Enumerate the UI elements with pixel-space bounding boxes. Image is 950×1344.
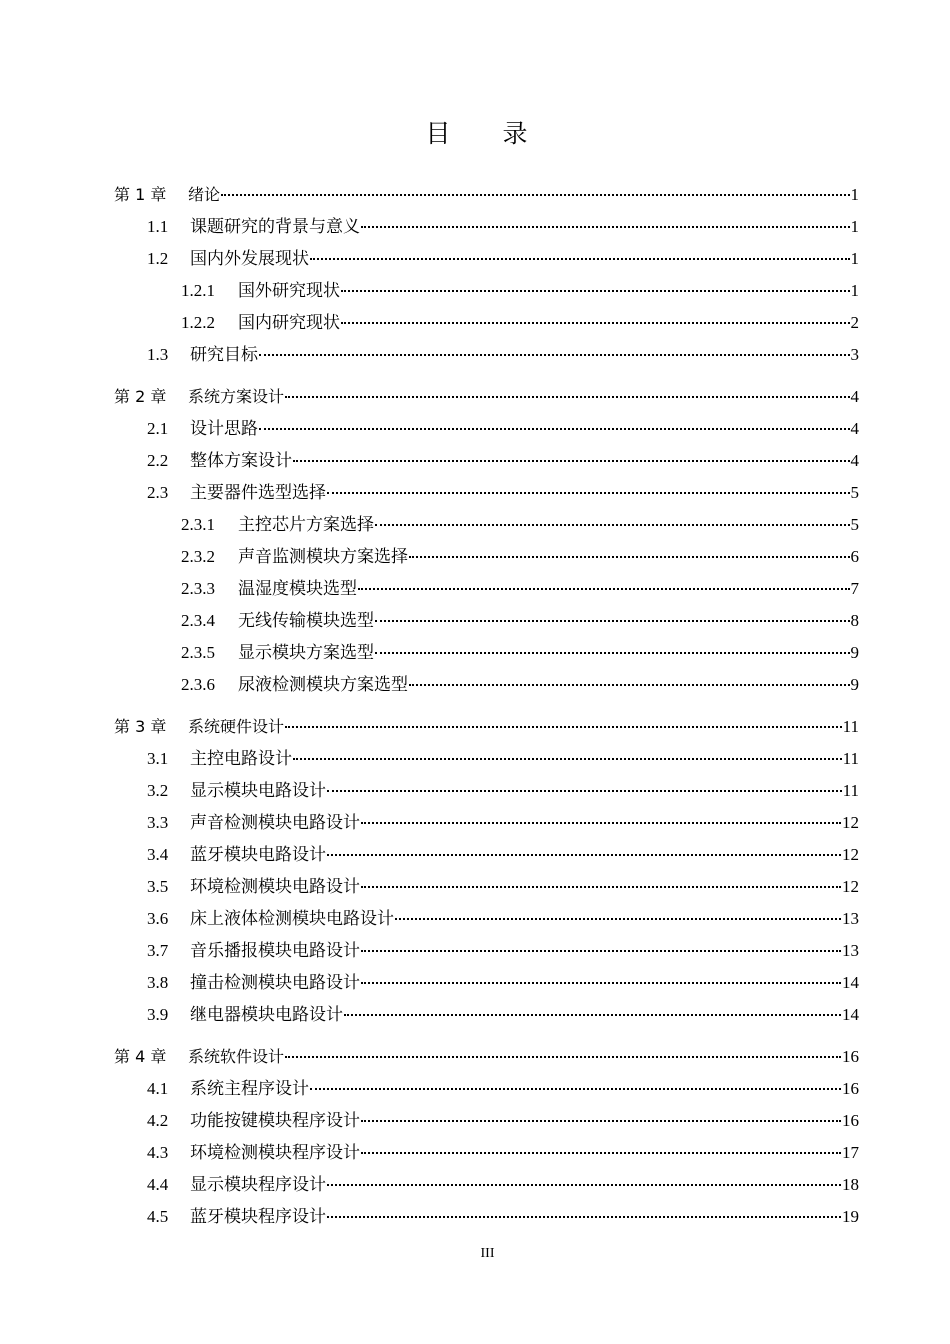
toc-entry-page: 1 [850,185,859,204]
toc-entry-number: 3.3 [147,813,169,832]
toc-entry-title: 功能按键模块程序设计 [190,1111,360,1130]
toc-entry-page: 17 [842,1143,859,1162]
toc-entry-title: 系统主程序设计 [190,1079,309,1098]
toc-entry-page: 7 [850,579,859,598]
toc-entry-number: 1.2 [147,249,169,268]
toc-entry-page: 14 [842,973,859,992]
toc-entry-title: 国内外发展现状 [190,249,309,268]
toc-entry-number: 1.2.2 [181,313,215,332]
toc-entry-page: 3 [850,345,859,364]
toc-entry-number: 2.3.2 [181,547,215,566]
toc-entry-page: 1 [850,249,859,268]
toc-section-entry[interactable] [181,276,859,306]
toc-dot-leader [409,684,850,686]
toc-dot-leader [221,194,849,196]
toc-entry-page: 4 [850,451,859,470]
toc-dot-leader [361,982,841,984]
toc-entry-title: 绪论 [188,185,221,204]
toc-entry-page: 1 [850,281,859,300]
toc-entry-number: 3.7 [147,941,169,960]
toc-section-entry[interactable] [147,776,859,806]
toc-section-entry[interactable] [147,968,859,998]
toc-entry-number: 4.3 [147,1143,169,1162]
toc-entry-title: 显示模块方案选型 [238,643,374,662]
toc-entry-number: 2.3.5 [181,643,215,662]
toc-entry-page: 2 [850,313,859,332]
toc-entry-page: 16 [842,1079,859,1098]
toc-section-entry[interactable] [181,542,859,572]
toc-dot-leader [361,822,841,824]
toc-entry-number: 4.2 [147,1111,169,1130]
toc-dot-leader [310,258,850,260]
toc-entry-number: 1.2.1 [181,281,215,300]
toc-entry-title: 主控芯片方案选择 [238,515,374,534]
toc-entry-page: 16 [842,1047,859,1066]
toc-section-entry[interactable] [147,1074,859,1104]
toc-dot-leader [285,726,842,728]
toc-entry-number: 1.1 [147,217,169,236]
toc-entry-title: 床上液体检测模块电路设计 [190,909,394,928]
toc-entry-number: 4.5 [147,1207,169,1226]
toc-section-entry[interactable] [147,1106,859,1136]
toc-dot-leader [259,428,850,430]
toc-entry-title: 蓝牙模块程序设计 [190,1207,326,1226]
toc-dot-leader [327,492,850,494]
toc-entry-title: 主控电路设计 [190,749,292,768]
toc-dot-leader [327,1216,841,1218]
toc-entry-title: 无线传输模块选型 [238,611,374,630]
toc-entry-title: 系统方案设计 [188,387,285,406]
toc-entry-page: 18 [842,1175,859,1194]
toc-dot-leader [361,886,841,888]
toc-entry-number: 第 4 章 [114,1047,167,1066]
toc-dot-leader [327,1184,841,1186]
toc-dot-leader [361,226,850,228]
toc-entry-title: 蓝牙模块电路设计 [190,845,326,864]
toc-dot-leader [361,1120,841,1122]
toc-dot-leader [361,1152,841,1154]
toc-entry-number: 2.3.4 [181,611,215,630]
toc-section-entry[interactable] [181,606,859,636]
toc-chapter-entry[interactable] [114,180,859,210]
toc-dot-leader [293,460,850,462]
toc-entry-number: 4.1 [147,1079,169,1098]
toc-section-entry[interactable] [147,212,859,242]
toc-entry-number: 3.9 [147,1005,169,1024]
toc-entry-title: 国内研究现状 [238,313,340,332]
toc-entry-number: 2.1 [147,419,169,438]
toc-entry-number: 3.8 [147,973,169,992]
toc-section-entry[interactable] [147,340,859,370]
toc-dot-leader [358,588,850,590]
toc-section-entry[interactable] [147,1138,859,1168]
toc-entry-number: 第 3 章 [114,717,167,736]
toc-entry-title: 环境检测模块电路设计 [190,877,360,896]
toc-section-entry[interactable] [147,244,859,274]
toc-section-entry[interactable] [147,904,859,934]
toc-entry-page: 12 [842,845,859,864]
toc-dot-leader [327,790,842,792]
toc-entry-number: 3.5 [147,877,169,896]
toc-chapter-entry[interactable] [114,1042,859,1072]
page-number-footer: III [480,1246,495,1261]
toc-entry-number: 2.3 [147,483,169,502]
toc-entry-title: 环境检测模块程序设计 [190,1143,360,1162]
toc-dot-leader [341,322,850,324]
toc-entry-title: 国外研究现状 [238,281,340,300]
toc-entry-page: 13 [842,941,859,960]
toc-entry-page: 9 [850,643,859,662]
toc-dot-leader [409,556,850,558]
toc-entry-title: 撞击检测模块电路设计 [190,973,360,992]
toc-entry-page: 16 [842,1111,859,1130]
toc-chapter-entry[interactable] [114,712,859,742]
toc-entry-page: 14 [842,1005,859,1024]
toc-entry-title: 声音检测模块电路设计 [190,813,360,832]
toc-dot-leader [293,758,842,760]
toc-dot-leader [375,620,850,622]
toc-dot-leader [285,396,849,398]
toc-entry-number: 4.4 [147,1175,169,1194]
toc-entry-page: 11 [842,749,859,768]
toc-entry-page: 11 [842,717,859,736]
toc-entry-number: 3.2 [147,781,169,800]
toc-entry-number: 1.3 [147,345,169,364]
toc-section-entry[interactable] [147,1202,859,1232]
toc-entry-page: 12 [842,877,859,896]
toc-entry-page: 9 [850,675,859,694]
toc-entry-number: 第 1 章 [114,185,167,204]
toc-section-entry[interactable] [181,510,859,540]
toc-dot-leader [341,290,850,292]
toc-section-entry[interactable] [181,638,859,668]
toc-entry-number: 3.4 [147,845,169,864]
toc-dot-leader [344,1014,841,1016]
toc-dot-leader [327,854,841,856]
toc-entry-page: 8 [850,611,859,630]
toc-entry-title: 研究目标 [190,345,258,364]
toc-entry-title: 尿液检测模块方案选型 [238,675,408,694]
toc-entry-number: 2.2 [147,451,169,470]
toc-section-entry[interactable] [181,308,859,338]
toc-entry-title: 设计思路 [190,419,258,438]
toc-dot-leader [310,1088,841,1090]
toc-section-entry[interactable] [147,414,859,444]
toc-entry-page: 1 [850,217,859,236]
toc-section-entry[interactable] [147,1170,859,1200]
toc-dot-leader [375,652,850,654]
toc-entry-page: 11 [842,781,859,800]
toc-entry-title: 温湿度模块选型 [238,579,357,598]
toc-entry-title: 声音监测模块方案选择 [238,547,408,566]
toc-entry-page: 12 [842,813,859,832]
toc-entry-page: 19 [842,1207,859,1226]
toc-section-entry[interactable] [147,478,859,508]
toc-section-entry[interactable] [147,446,859,476]
toc-entry-title: 继电器模块电路设计 [190,1005,343,1024]
toc-entry-page: 13 [842,909,859,928]
page-title: 目 录 [425,119,550,148]
toc-dot-leader [285,1056,841,1058]
toc-dot-leader [375,524,850,526]
toc-entry-title: 显示模块电路设计 [190,781,326,800]
toc-section-entry[interactable] [147,1000,859,1030]
toc-section-entry[interactable] [147,872,859,902]
toc-entry-number: 第 2 章 [114,387,167,406]
toc-entry-title: 系统硬件设计 [188,717,285,736]
toc-dot-leader [395,918,841,920]
toc-entry-page: 4 [850,419,859,438]
toc-section-entry[interactable] [181,574,859,604]
toc-section-entry[interactable] [147,840,859,870]
toc-section-entry[interactable] [147,744,859,774]
toc-entry-page: 5 [850,483,859,502]
toc-entry-number: 2.3.6 [181,675,215,694]
toc-section-entry[interactable] [147,936,859,966]
toc-entry-title: 整体方案设计 [190,451,292,470]
toc-entry-title: 系统软件设计 [188,1047,285,1066]
toc-dot-leader [259,354,850,356]
toc-entry-page: 6 [850,547,859,566]
toc-entry-number: 3.6 [147,909,169,928]
toc-section-entry[interactable] [147,808,859,838]
toc-entry-title: 课题研究的背景与意义 [190,217,360,236]
toc-entry-page: 5 [850,515,859,534]
toc-dot-leader [361,950,841,952]
toc-chapter-entry[interactable] [114,382,859,412]
toc-entry-number: 2.3.1 [181,515,215,534]
toc-entry-title: 音乐播报模块电路设计 [190,941,360,960]
toc-entry-number: 2.3.3 [181,579,215,598]
toc-entry-number: 3.1 [147,749,169,768]
toc-section-entry[interactable] [181,670,859,700]
toc-entry-title: 主要器件选型选择 [190,483,326,502]
toc-entry-page: 4 [850,387,859,406]
toc-entry-title: 显示模块程序设计 [190,1175,326,1194]
